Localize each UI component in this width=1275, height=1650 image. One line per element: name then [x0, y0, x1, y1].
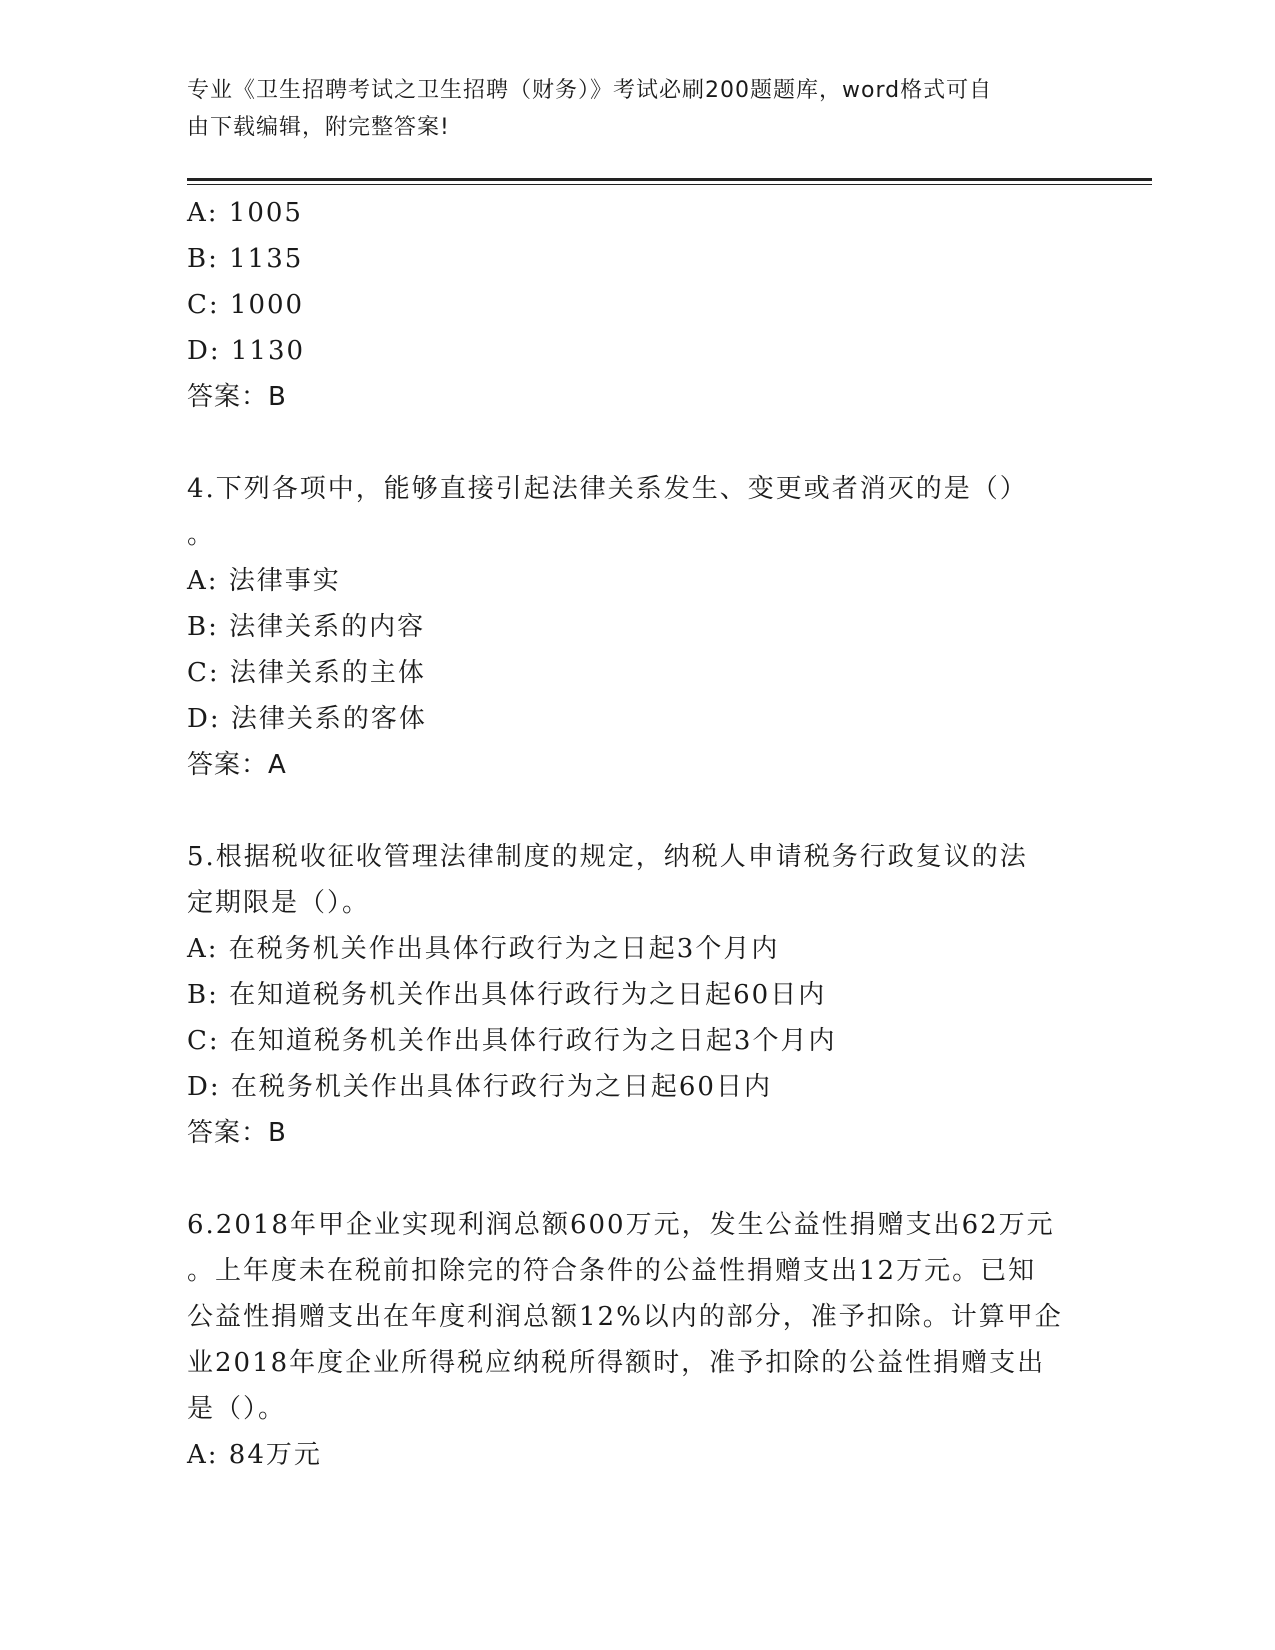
question-text-line: 4.下列各项中，能够直接引起法律关系发生、变更或者消灭的是（）	[187, 474, 1028, 504]
question-4	[187, 466, 1087, 788]
question-text-line: 6.2018年甲企业实现利润总额600万元，发生公益性捐赠支出62万元	[187, 1210, 1055, 1240]
header-line-2: 由下载编辑，附完整答案!	[187, 115, 450, 140]
option-a: A: 在税务机关作出具体行政行为之日起3个月内	[187, 934, 780, 964]
header-line-1: 专业《卫生招聘考试之卫生招聘（财务）》考试必刷200题题库，word格式可自	[187, 78, 993, 103]
option-d: D: 法律关系的客体	[187, 704, 427, 734]
answer-line: 答案：A	[187, 750, 287, 780]
answer-line: 答案：B	[187, 382, 287, 412]
question-text-line: 。	[187, 520, 216, 550]
question-text-line: 定期限是（）。	[187, 888, 371, 918]
question-5	[187, 834, 1087, 1156]
option-c: C: 1000	[187, 290, 305, 320]
option-b: B: 在知道税务机关作出具体行政行为之日起60日内	[187, 980, 827, 1010]
option-b: B: 法律关系的内容	[187, 612, 426, 642]
option-c: C: 在知道税务机关作出具体行政行为之日起3个月内	[187, 1026, 837, 1056]
question-text-line: 是（）。	[187, 1394, 287, 1424]
question-3	[187, 190, 1087, 420]
option-d: D: 1130	[187, 336, 306, 366]
question-text-line: 。上年度未在税前扣除完的符合条件的公益性捐赠支出12万元。已知	[187, 1256, 1037, 1286]
option-a: A: 1005	[187, 198, 303, 228]
document-header	[187, 72, 1067, 146]
question-text-line: 公益性捐赠支出在年度利润总额12%以内的部分，准予扣除。计算甲企	[187, 1302, 1063, 1332]
option-d: D: 在税务机关作出具体行政行为之日起60日内	[187, 1072, 772, 1102]
option-b: B: 1135	[187, 244, 304, 274]
question-content	[187, 190, 1087, 1478]
header-divider-thin	[187, 184, 1152, 185]
option-a: A: 84万元	[187, 1440, 322, 1470]
header-divider-thick	[187, 178, 1152, 181]
answer-line: 答案：B	[187, 1118, 287, 1148]
option-c: C: 法律关系的主体	[187, 658, 426, 688]
question-text-line: 业2018年度企业所得税应纳税所得额时，准予扣除的公益性捐赠支出	[187, 1348, 1046, 1378]
option-a: A: 法律事实	[187, 566, 341, 596]
question-text-line: 5.根据税收征收管理法律制度的规定，纳税人申请税务行政复议的法	[187, 842, 1028, 872]
question-6	[187, 1202, 1087, 1478]
